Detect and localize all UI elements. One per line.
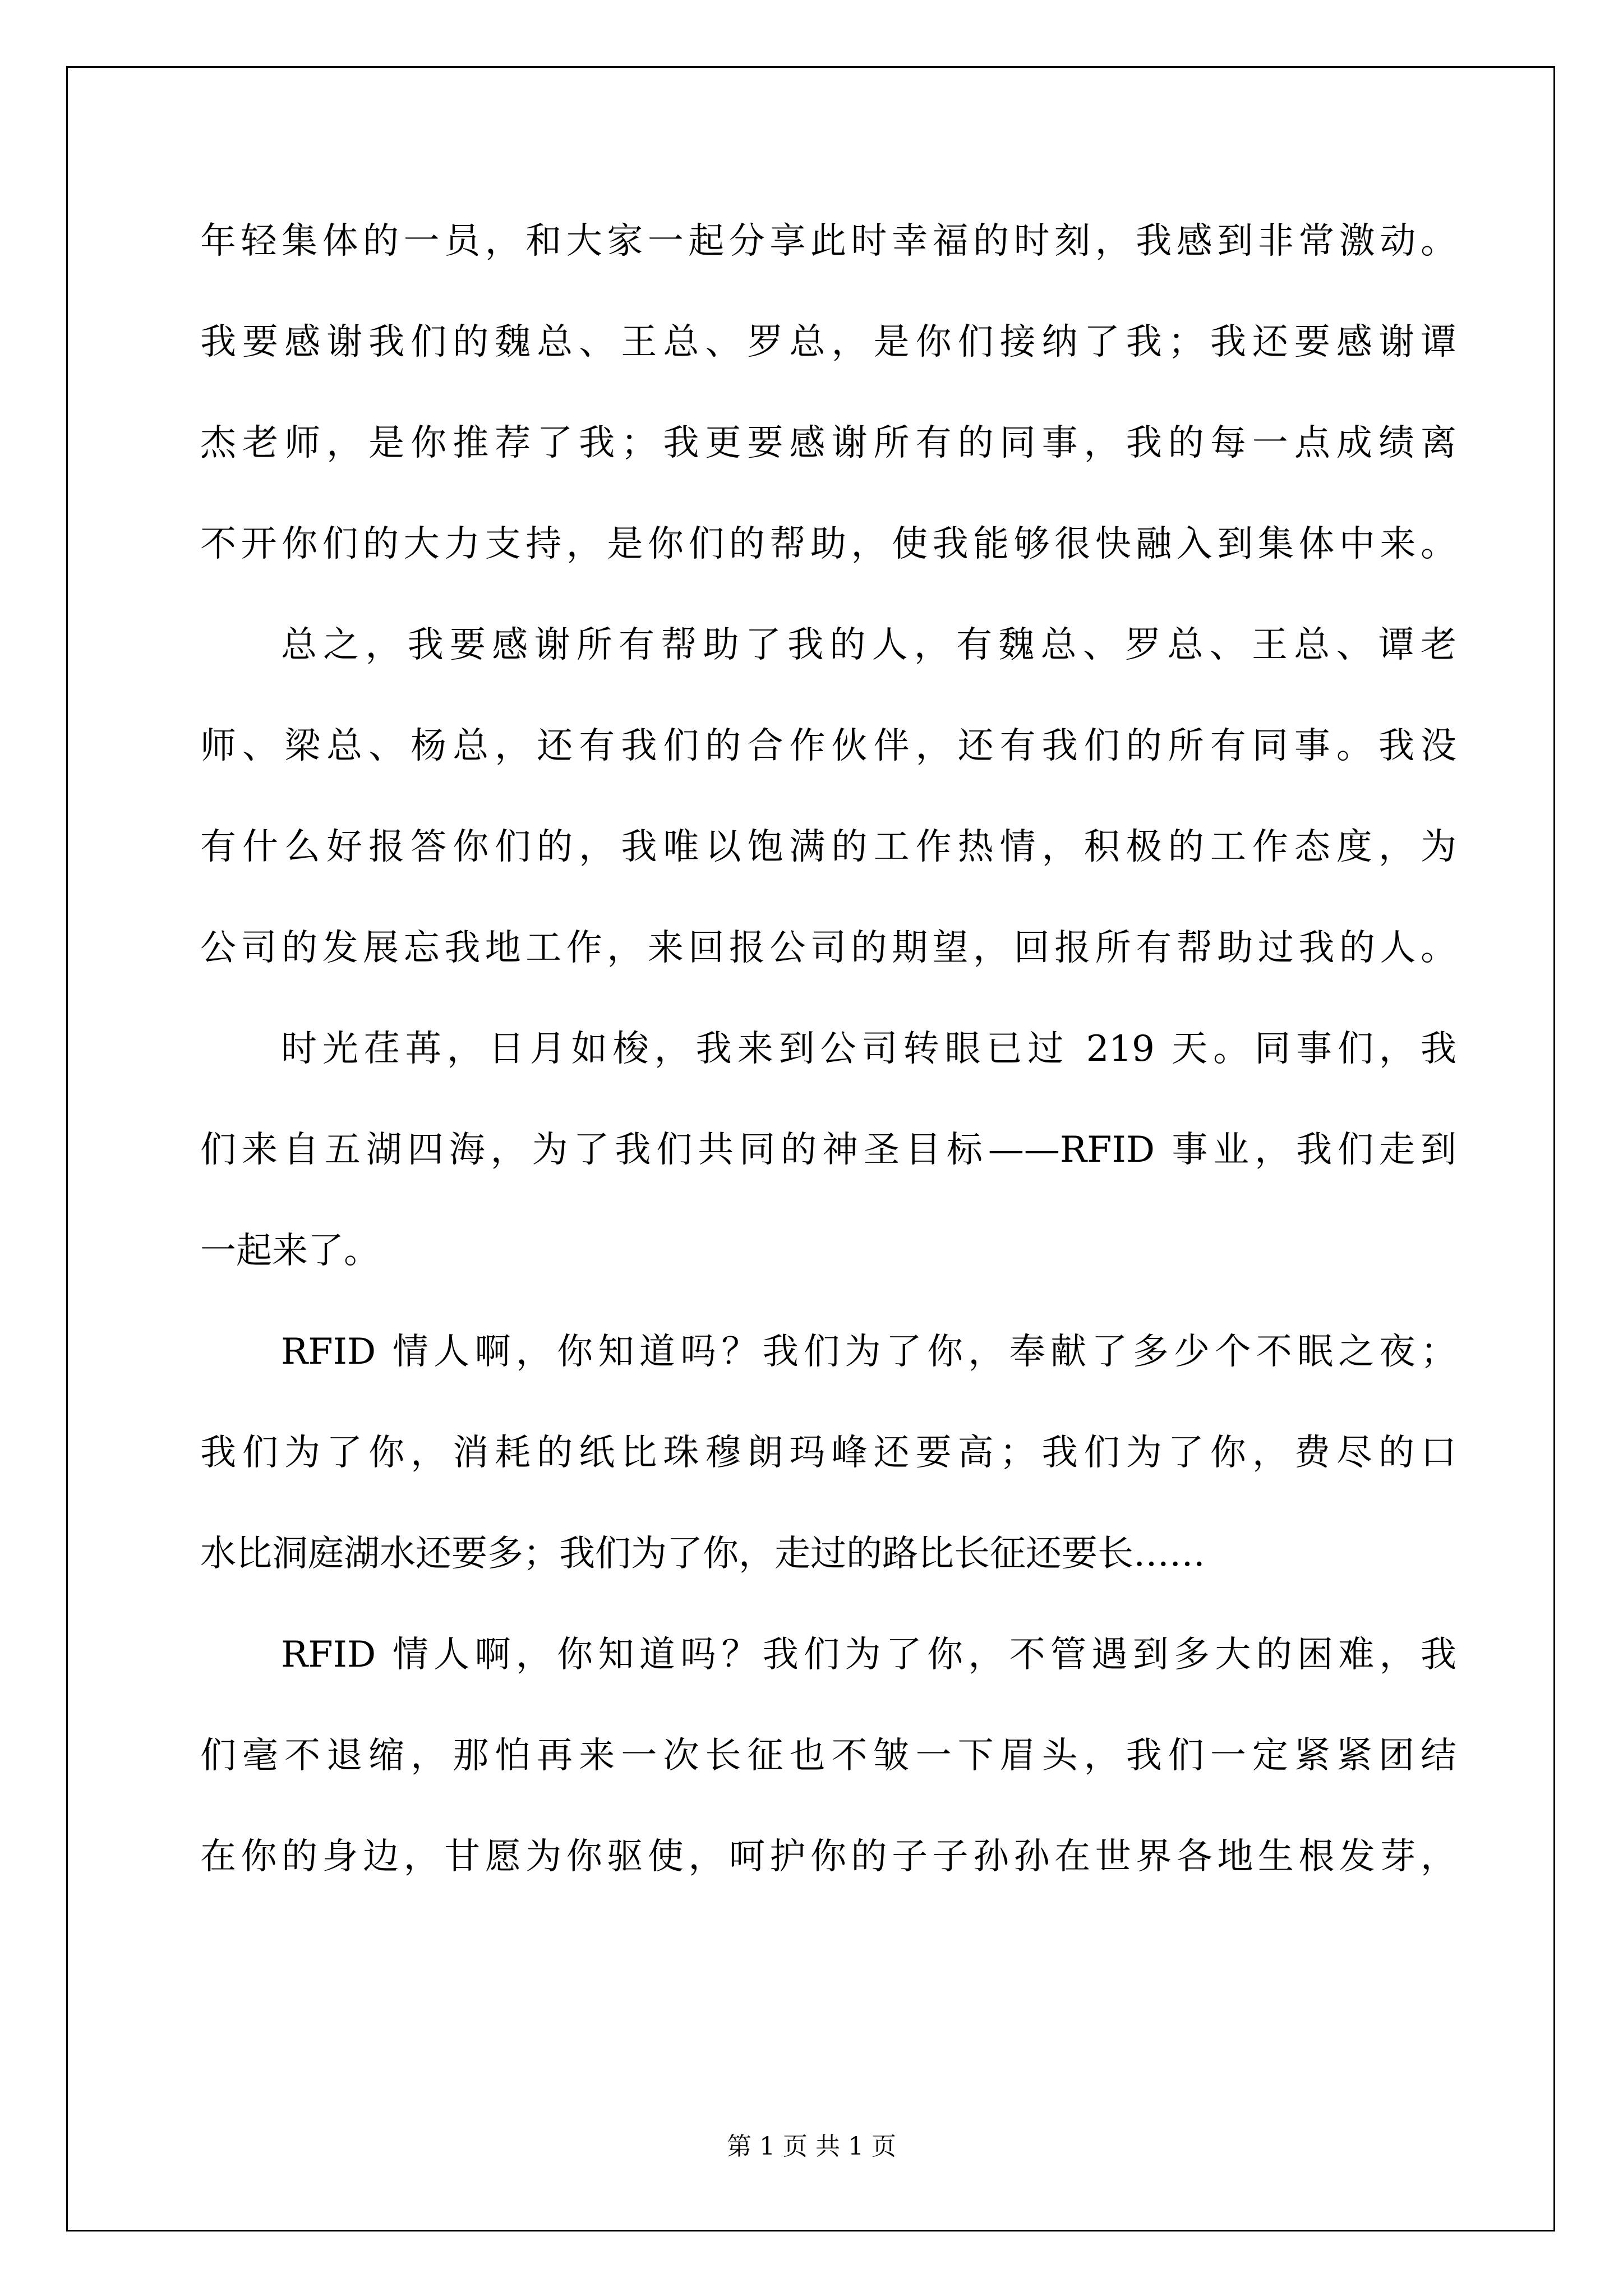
paragraph-2-line-1: 总之，我要感谢所有帮助了我的人，有魏总、罗总、王总、谭老 bbox=[281, 624, 1456, 666]
paragraph-3-line-3: 一起来了。 bbox=[200, 1230, 380, 1272]
paragraph-2-line-3: 有什么好报答你们的，我唯以饱满的工作热情，积极的工作态度，为 bbox=[200, 826, 1456, 868]
document-body bbox=[200, 191, 1456, 1907]
paragraph-1-line-2: 我要感谢我们的魏总、王总、罗总，是你们接纳了我；我还要感谢谭 bbox=[200, 321, 1456, 363]
paragraph-4-line-2: 我们为了你，消耗的纸比珠穆朗玛峰还要高；我们为了你，费尽的口 bbox=[200, 1432, 1456, 1474]
paragraph-5-line-3: 在你的身边，甘愿为你驱使，呵护你的子子孙孙在世界各地生根发芽， bbox=[200, 1836, 1456, 1878]
paragraph-3-line-2: 们来自五湖四海，为了我们共同的神圣目标——RFID 事业，我们走到 bbox=[200, 1129, 1456, 1171]
paragraph-5-line-1: RFID 情人啊，你知道吗？我们为了你，不管遇到多大的困难，我 bbox=[281, 1634, 1456, 1676]
paragraph-1-line-1: 年轻集体的一员，和大家一起分享此时幸福的时刻，我感到非常激动。 bbox=[200, 220, 1456, 262]
paragraph-1-line-3: 杰老师，是你推荐了我；我更要感谢所有的同事，我的每一点成绩离 bbox=[200, 422, 1456, 464]
page-number-footer: 第 1 页 共 1 页 bbox=[727, 2132, 896, 2161]
paragraph-4-line-1: RFID 情人啊，你知道吗？我们为了你，奉献了多少个不眠之夜； bbox=[281, 1331, 1456, 1373]
paragraph-3-line-1: 时光荏苒，日月如梭，我来到公司转眼已过 219 天。同事们，我 bbox=[281, 1028, 1456, 1070]
paragraph-2-line-4: 公司的发展忘我地工作，来回报公司的期望，回报所有帮助过我的人。 bbox=[200, 927, 1456, 969]
paragraph-1-line-4: 不开你们的大力支持，是你们的帮助，使我能够很快融入到集体中来。 bbox=[200, 523, 1456, 565]
paragraph-4-line-3: 水比洞庭湖水还要多；我们为了你，走过的路比长征还要长…… bbox=[200, 1533, 1205, 1575]
paragraph-2-line-2: 师、梁总、杨总，还有我们的合作伙伴，还有我们的所有同事。我没 bbox=[200, 725, 1456, 767]
paragraph-5-line-2: 们毫不退缩，那怕再来一次长征也不皱一下眉头，我们一定紧紧团结 bbox=[200, 1735, 1456, 1777]
